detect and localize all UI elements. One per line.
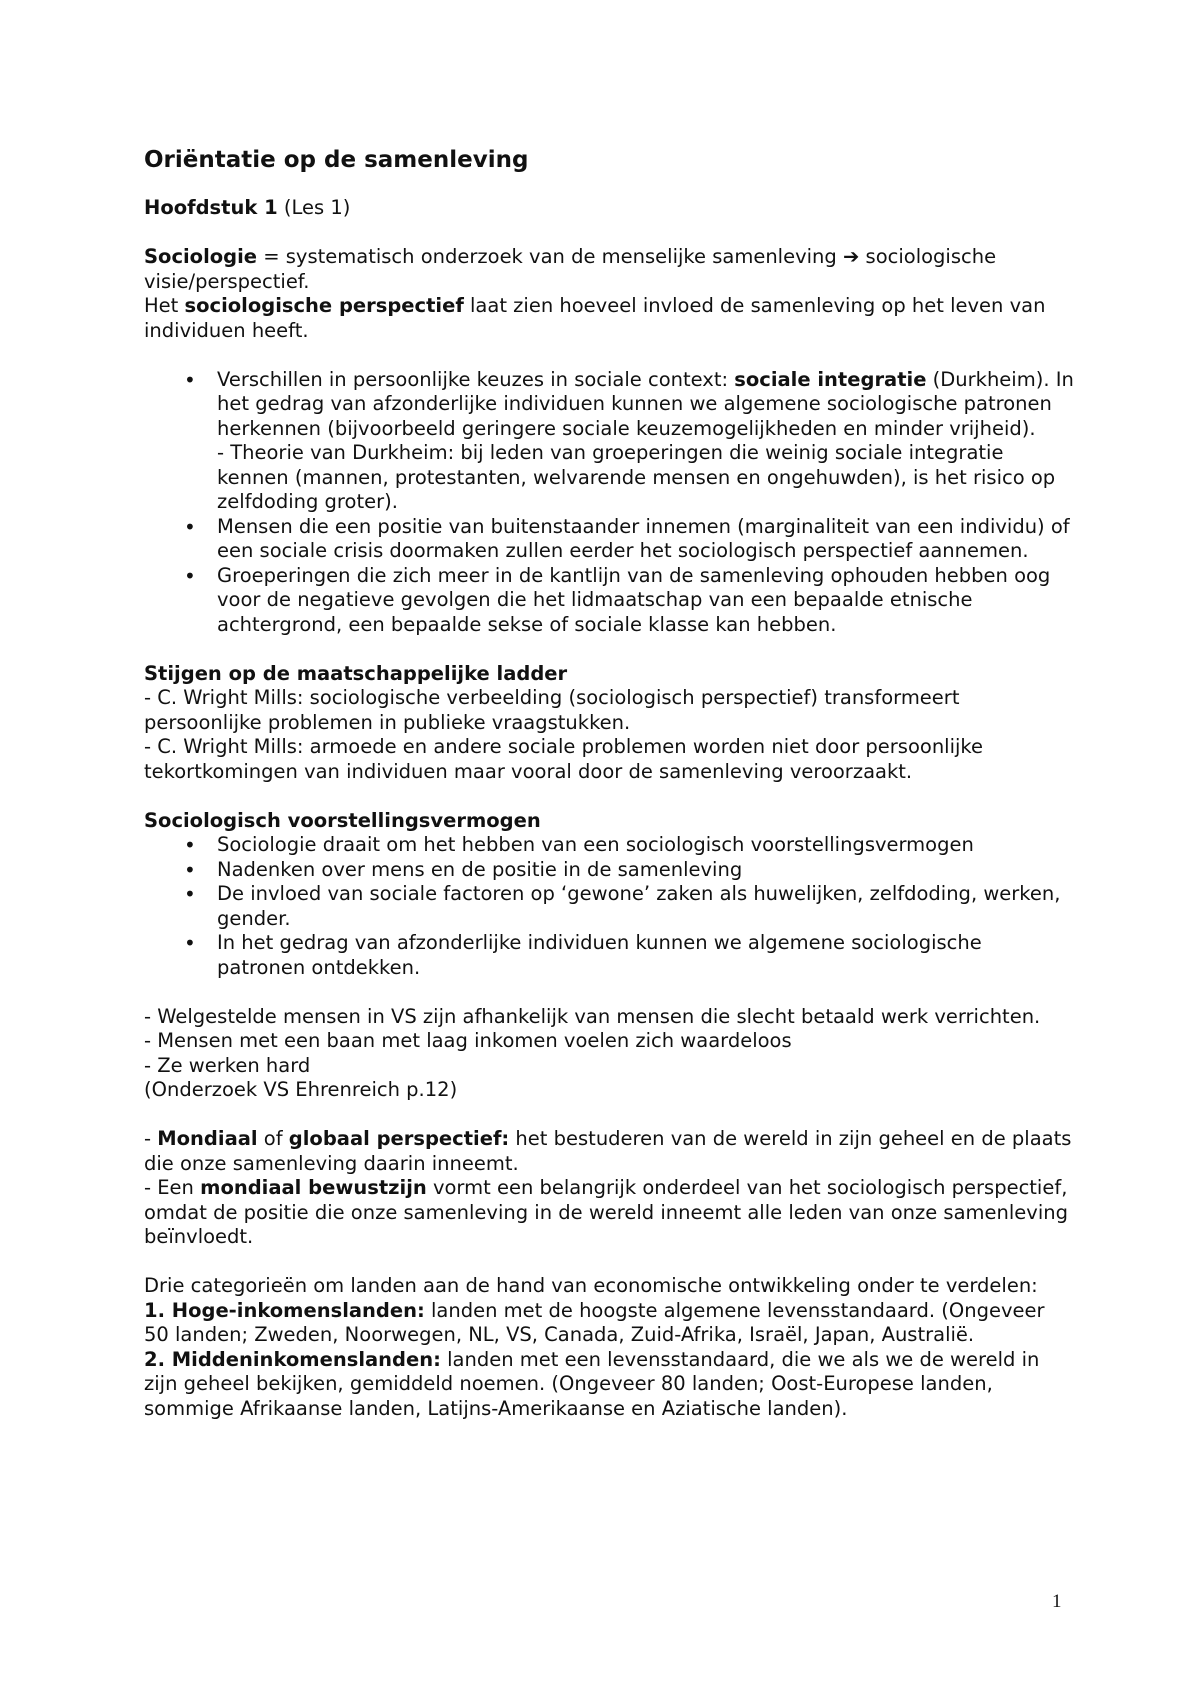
dash: - [144,1127,158,1150]
category-text: landen met een levensstandaard, die we als we de wereld in zijn geheel bekijken, gemiddeld noemen. (Ongeveer 80 landen; Oost-Europese landen, sommige Afrikaanse landen, Latijns-Amerikaanse en Aziatische landen). [144,1347,1040,1420]
section-heading-ladder [144,662,1074,687]
chapter-label: Hoofdstuk 1 [144,196,278,219]
chapter-heading [144,196,1074,221]
arrow-right-icon: ➔ [843,245,860,268]
category-label: 2. Middeninkomenslanden: [144,1347,441,1371]
list-item [144,368,1074,515]
connector-text: of [257,1127,289,1150]
list-item: • Sociologie draait om het hebben van een sociologisch voorstellingsvermogen [144,833,1074,858]
list-item: • Groeperingen die zich meer in de kantlijn van de samenleving ophouden hebben oog voor de negatieve gevolgen die het lidmaatschap van een bepaalde etnische achtergrond, een bepaalde sekse of sociale klasse kan hebben. [144,564,1074,638]
global-definition: het bestuderen van de wereld in zijn geheel en de plaats die onze samenleving daarin inneemt. [144,1127,1072,1175]
section-heading-text: Sociologisch voorstellingsvermogen [144,808,541,832]
perspective-rest: laat zien hoeveel invloed de samenleving op het leven van individuen heeft. [144,294,1046,342]
term-mondiaal: Mondiaal [157,1127,258,1150]
term-mondiaal-bewustzijn: mondiaal bewustzijn [200,1176,427,1199]
list-item: • Nadenken over mens en de positie in de samenleving [144,858,1074,883]
page-number: 1 [1052,1591,1062,1612]
list-item: • Mensen die een positie van buitenstaander innemen (marginaliteit van een individu) of een sociale crisis doormaken zullen eerder het sociologisch perspectief aannemen. [144,515,1074,564]
chapter-lesson: (Les 1) [277,196,351,219]
bullet-list-integration [144,368,1074,638]
term-sociologische-perspectief: sociologische perspectief [184,294,464,317]
ehrenreich-line-1: - Welgestelde mensen in VS zijn afhankelijk van mensen die slecht betaald werk verrichten. [144,1004,1041,1028]
list-item: • De invloed van sociale factoren op ‘gewone’ zaken als huwelijken, zelfdoding, werken, gender. [144,882,1074,931]
category-high-income [144,1299,1074,1348]
mills-line-2: - C. Wright Mills: armoede en andere sociale problemen worden niet door persoonlijke tekortkomingen van individuen maar vooral door de samenleving veroorzaakt. [144,735,984,783]
category-middle-income [144,1348,1074,1422]
ehrenreich-line-3: - Ze werken hard [144,1053,311,1077]
section-heading-imagination [144,809,1074,834]
term-globaal-perspectief: globaal perspectief: [288,1127,510,1150]
definition-end: sociologische visie/perspectief. [144,245,997,293]
category-text: landen met de hoogste algemene levensstandaard. (Ongeveer 50 landen; Zweden, Noorwegen, NL, VS, Canada, Zuid-Afrika, Israël, Japan, Australië. [144,1298,1045,1346]
document-body [144,196,1074,1421]
intro-sociology-definition [144,245,1074,294]
global-perspective-line [144,1127,1074,1176]
section-heading-text: Stijgen op de maatschappelijke ladder [144,661,568,685]
list-item-text: (Durkheim). In het gedrag van afzonderlijke individuen kunnen we algemene sociologische patronen herkennen (bijvoorbeeld geringere sociale keuzemogelijkheden en minder vrijheid). [217,367,1074,440]
term-sociale-integratie: sociale integratie [734,367,927,391]
category-label: 1. Hoge-inkomenslanden: [144,1298,425,1322]
bullet-list-imagination [144,833,1074,980]
term-sociologie: Sociologie [144,245,258,268]
mills-line-1: - C. Wright Mills: sociologische verbeelding (sociologisch perspectief) transformeert persoonlijke problemen in publieke vraagstukken. [144,686,960,734]
ehrenreich-line-2: - Mensen met een baan met laag inkomen voelen zich waardeloos [144,1029,792,1052]
categories-intro: Drie categorieën om landen aan de hand van economische ontwikkeling onder te verdelen: [144,1274,1038,1297]
ehrenreich-reference: (Onderzoek VS Ehrenreich p.12) [144,1078,458,1101]
intro-perspective [144,294,1074,343]
page-title: Oriëntatie op de samenleving [144,147,529,173]
awareness-text: vormt een belangrijk onderdeel van het sociologisch perspectief, omdat de positie die onze samenleving in de wereld inneemt alle leden van onze samenleving beïnvloedt. [144,1176,1069,1248]
global-awareness-line [144,1176,1074,1250]
perspective-start: Het [144,294,185,317]
dash: - Een [144,1176,201,1199]
list-item: • In het gedrag van afzonderlijke individuen kunnen we algemene sociologische patronen ontdekken. [144,931,1074,980]
definition-text: = systematisch onderzoek van de menselijke samenleving [257,245,843,268]
list-item-text: Verschillen in persoonlijke keuzes in sociale context: [217,367,735,391]
durkheim-theory: - Theorie van Durkheim: bij leden van groeperingen die weinig sociale integratie kennen (mannen, protestanten, welvarende mensen en ongehuwden), is het risico op zelfdoding groter). [217,441,1056,513]
